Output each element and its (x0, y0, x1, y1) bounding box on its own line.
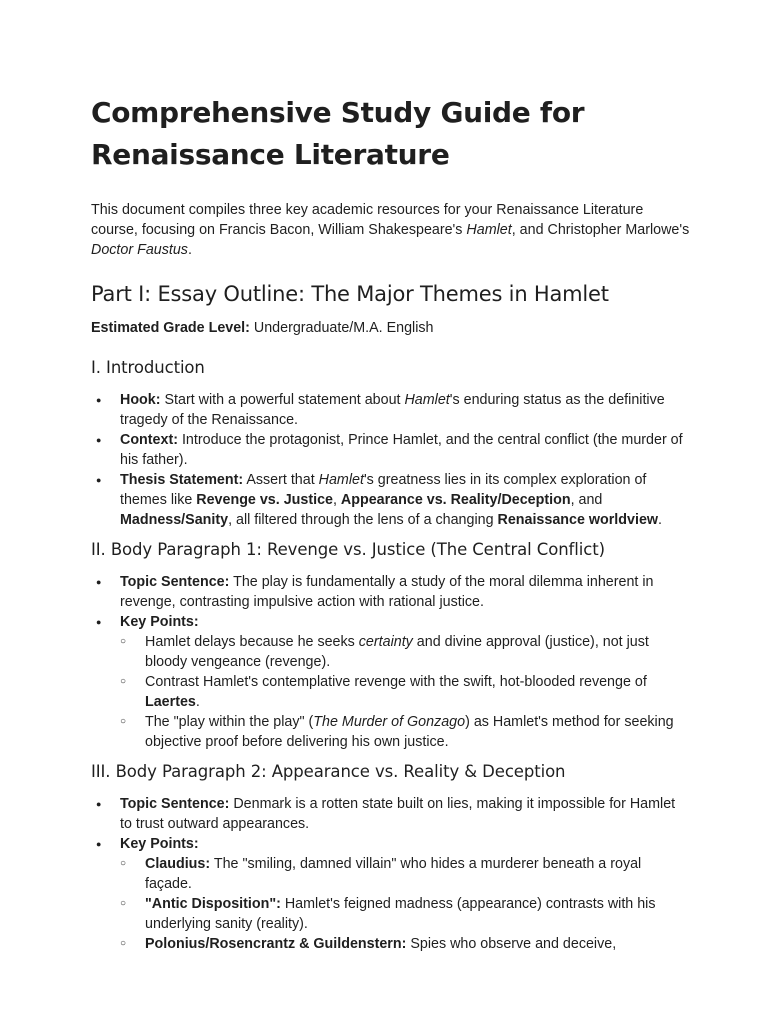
document-page (91, 92, 691, 962)
item-text: Contrast Hamlet's contemplative revenge with the swift, hot-blooded revenge of (145, 674, 647, 690)
item-label: Hook: (120, 392, 161, 408)
item-text: 's greatness lies in its complex exploration of themes like (120, 472, 647, 508)
item-text: and divine approval (justice), not just bloody vengeance (revenge). (145, 634, 649, 670)
item-text: 's enduring status as the definitive tragedy of the Renaissance. (120, 392, 665, 428)
intro-text: This document compiles three key academic resources for your Renaissance Literature course, focusing on Francis Bacon, William Shakespeare's (91, 202, 644, 238)
item-bold: Renaissance worldview (497, 512, 659, 528)
item-text: . (658, 512, 662, 528)
section-heading-appearance: III. Body Paragraph 2: Appearance vs. Reality & Deception (91, 762, 566, 781)
sub-list-item (120, 894, 691, 934)
list-item (91, 572, 691, 612)
grade-level (91, 318, 691, 338)
section-heading-introduction: I. Introduction (91, 358, 205, 377)
item-bold: Laertes (145, 694, 196, 710)
item-label: "Antic Disposition": (145, 896, 281, 912)
list-item (91, 430, 691, 470)
item-label: Polonius/Rosencrantz & Guildenstern: (145, 936, 407, 952)
item-label: Context: (120, 432, 178, 448)
list-item (91, 390, 691, 430)
intro-hamlet: Hamlet (466, 222, 512, 238)
item-bold: Appearance vs. Reality/Deception (340, 492, 571, 508)
item-text: Start with a powerful statement about (160, 392, 405, 408)
sub-list-item (120, 934, 691, 954)
item-italic: Hamlet (404, 392, 450, 408)
appearance-list (91, 794, 691, 954)
intro-text: , and Christopher Marlowe's (511, 222, 690, 238)
item-text: Assert that (243, 472, 319, 488)
item-text: Hamlet delays because he seeks (145, 634, 359, 650)
introduction-list (91, 390, 691, 530)
revenge-list (91, 572, 691, 752)
item-text: , all filtered through the lens of a changing (228, 512, 498, 528)
grade-value: Undergraduate/M.A. English (249, 320, 434, 336)
item-bold: Madness/Sanity (120, 512, 229, 528)
sub-list-item (120, 854, 691, 894)
item-italic: Hamlet (318, 472, 364, 488)
item-bold: Revenge vs. Justice (196, 492, 333, 508)
item-italic: certainty (358, 634, 413, 650)
item-text: , and (570, 492, 603, 508)
item-text: Introduce the protagonist, Prince Hamlet, and the central conflict (the murder of his father). (120, 432, 683, 468)
grade-label: Estimated Grade Level: (91, 320, 250, 336)
sub-list-item (120, 672, 691, 712)
item-text: . (195, 694, 200, 710)
item-italic: The Murder of Gonzago (313, 714, 466, 730)
item-label: Key Points: (120, 836, 199, 852)
item-label: Topic Sentence: (120, 796, 230, 812)
intro-faustus: Doctor Faustus (91, 242, 188, 258)
item-text: Hamlet's feigned madness (appearance) contrasts with his underlying sanity (reality). (145, 896, 656, 932)
item-label: Thesis Statement: (120, 472, 244, 488)
sub-list (120, 854, 691, 954)
document-title: Comprehensive Study Guide for Renaissance Literature (91, 96, 585, 171)
item-label: Claudius: (145, 856, 211, 872)
section-heading-revenge: II. Body Paragraph 1: Revenge vs. Justice (The Central Conflict) (91, 540, 605, 559)
intro-paragraph (91, 200, 691, 260)
list-item (91, 470, 691, 530)
item-text: The "play within the play" ( (145, 714, 314, 730)
item-label: Key Points: (120, 614, 199, 630)
sub-list-item (120, 712, 691, 752)
item-text: ) as Hamlet's method for seeking objective proof before delivering his own justice. (145, 714, 674, 750)
sub-list-item (120, 632, 691, 672)
part1-heading: Part I: Essay Outline: The Major Themes in Hamlet (91, 282, 609, 306)
sub-list (120, 632, 691, 752)
list-item (91, 834, 691, 954)
item-text: The "smiling, damned villain" who hides a murderer beneath a royal façade. (145, 856, 642, 892)
item-text: , (332, 492, 341, 508)
item-text: Spies who observe and deceive, (406, 936, 617, 952)
item-text: Denmark is a rotten state built on lies, making it impossible for Hamlet to trust outward appearances. (120, 796, 676, 832)
list-item (91, 612, 691, 752)
item-label: Topic Sentence: (120, 574, 230, 590)
list-item (91, 794, 691, 834)
item-text: The play is fundamentally a study of the moral dilemma inherent in revenge, contrasting impulsive action with rational justice. (120, 574, 654, 610)
intro-text: . (187, 242, 192, 258)
